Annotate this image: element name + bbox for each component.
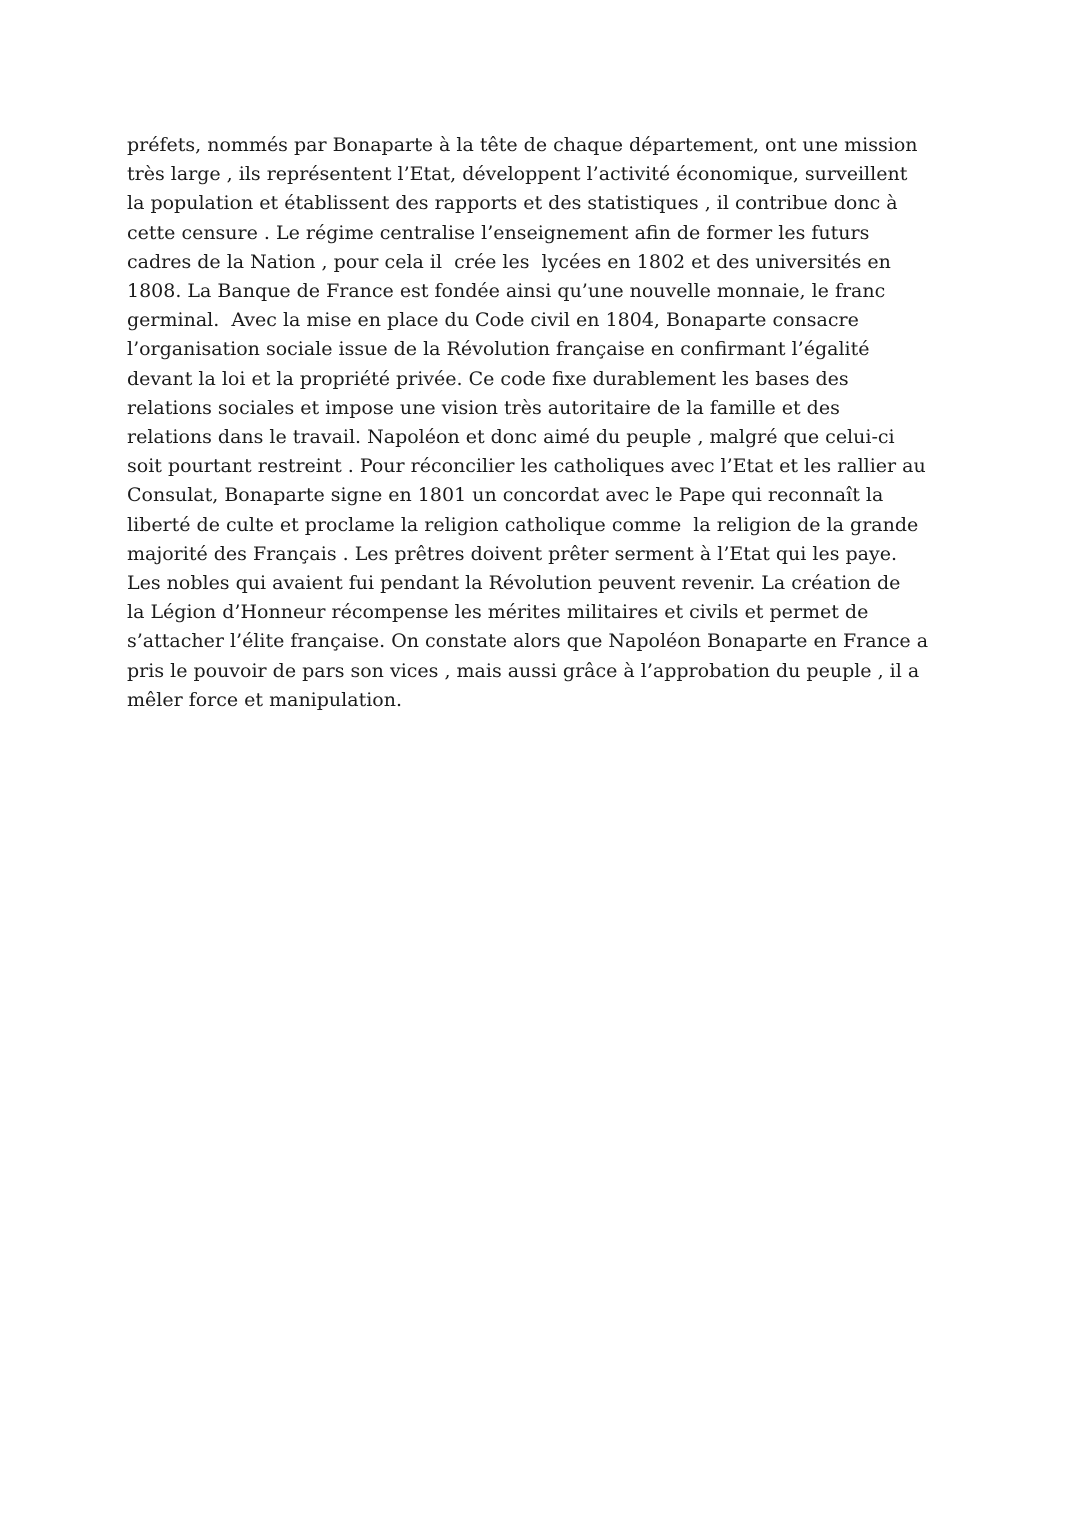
text-line: devant la loi et la propriété privée. Ce code fixe durablement les bases des: [127, 367, 849, 390]
text-line: s’attacher l’élite française. On constate alors que Napoléon Bonaparte en France a: [127, 630, 929, 653]
text-line: cette censure . Le régime centralise l’enseignement afin de former les futurs: [127, 221, 870, 244]
text-line: relations dans le travail. Napoléon et donc aimé du peuple , malgré que celui-ci: [127, 426, 895, 449]
text-line: cadres de la Nation , pour cela il crée les lycées en 1802 et des universités en: [127, 250, 891, 273]
text-line: très large , ils représentent l’Etat, développent l’activité économique, surveillent: [127, 163, 908, 186]
text-line: la population et établissent des rapports et des statistiques , il contribue donc à: [127, 192, 898, 215]
text-line: 1808. La Banque de France est fondée ainsi qu’une nouvelle monnaie, le franc: [127, 280, 886, 303]
text-line: pris le pouvoir de pars son vices , mais aussi grâce à l’approbation du peuple , il a: [127, 659, 920, 682]
text-line: l’organisation sociale issue de la Révolution française en confirmant l’égalité: [127, 338, 870, 361]
body-text: [127, 131, 957, 715]
text-line: Les nobles qui avaient fui pendant la Révolution peuvent revenir. La création de: [127, 572, 901, 595]
text-line: majorité des Français . Les prêtres doivent prêter serment à l’Etat qui les paye.: [127, 542, 898, 565]
text-line: mêler force et manipulation.: [127, 688, 402, 711]
text-line: Consulat, Bonaparte signe en 1801 un concordat avec le Pape qui reconnaît la: [127, 484, 884, 507]
text-line: relations sociales et impose une vision très autoritaire de la famille et des: [127, 396, 840, 419]
text-line: germinal. Avec la mise en place du Code civil en 1804, Bonaparte consacre: [127, 309, 859, 332]
text-line: soit pourtant restreint . Pour réconcilier les catholiques avec l’Etat et les rallier au: [127, 455, 926, 478]
text-line: préfets, nommés par Bonaparte à la tête de chaque département, ont une mission: [127, 134, 918, 156]
text-line: la Légion d’Honneur récompense les mérites militaires et civils et permet de: [127, 601, 869, 624]
text-line: liberté de culte et proclame la religion catholique comme la religion de la grande: [127, 513, 919, 536]
